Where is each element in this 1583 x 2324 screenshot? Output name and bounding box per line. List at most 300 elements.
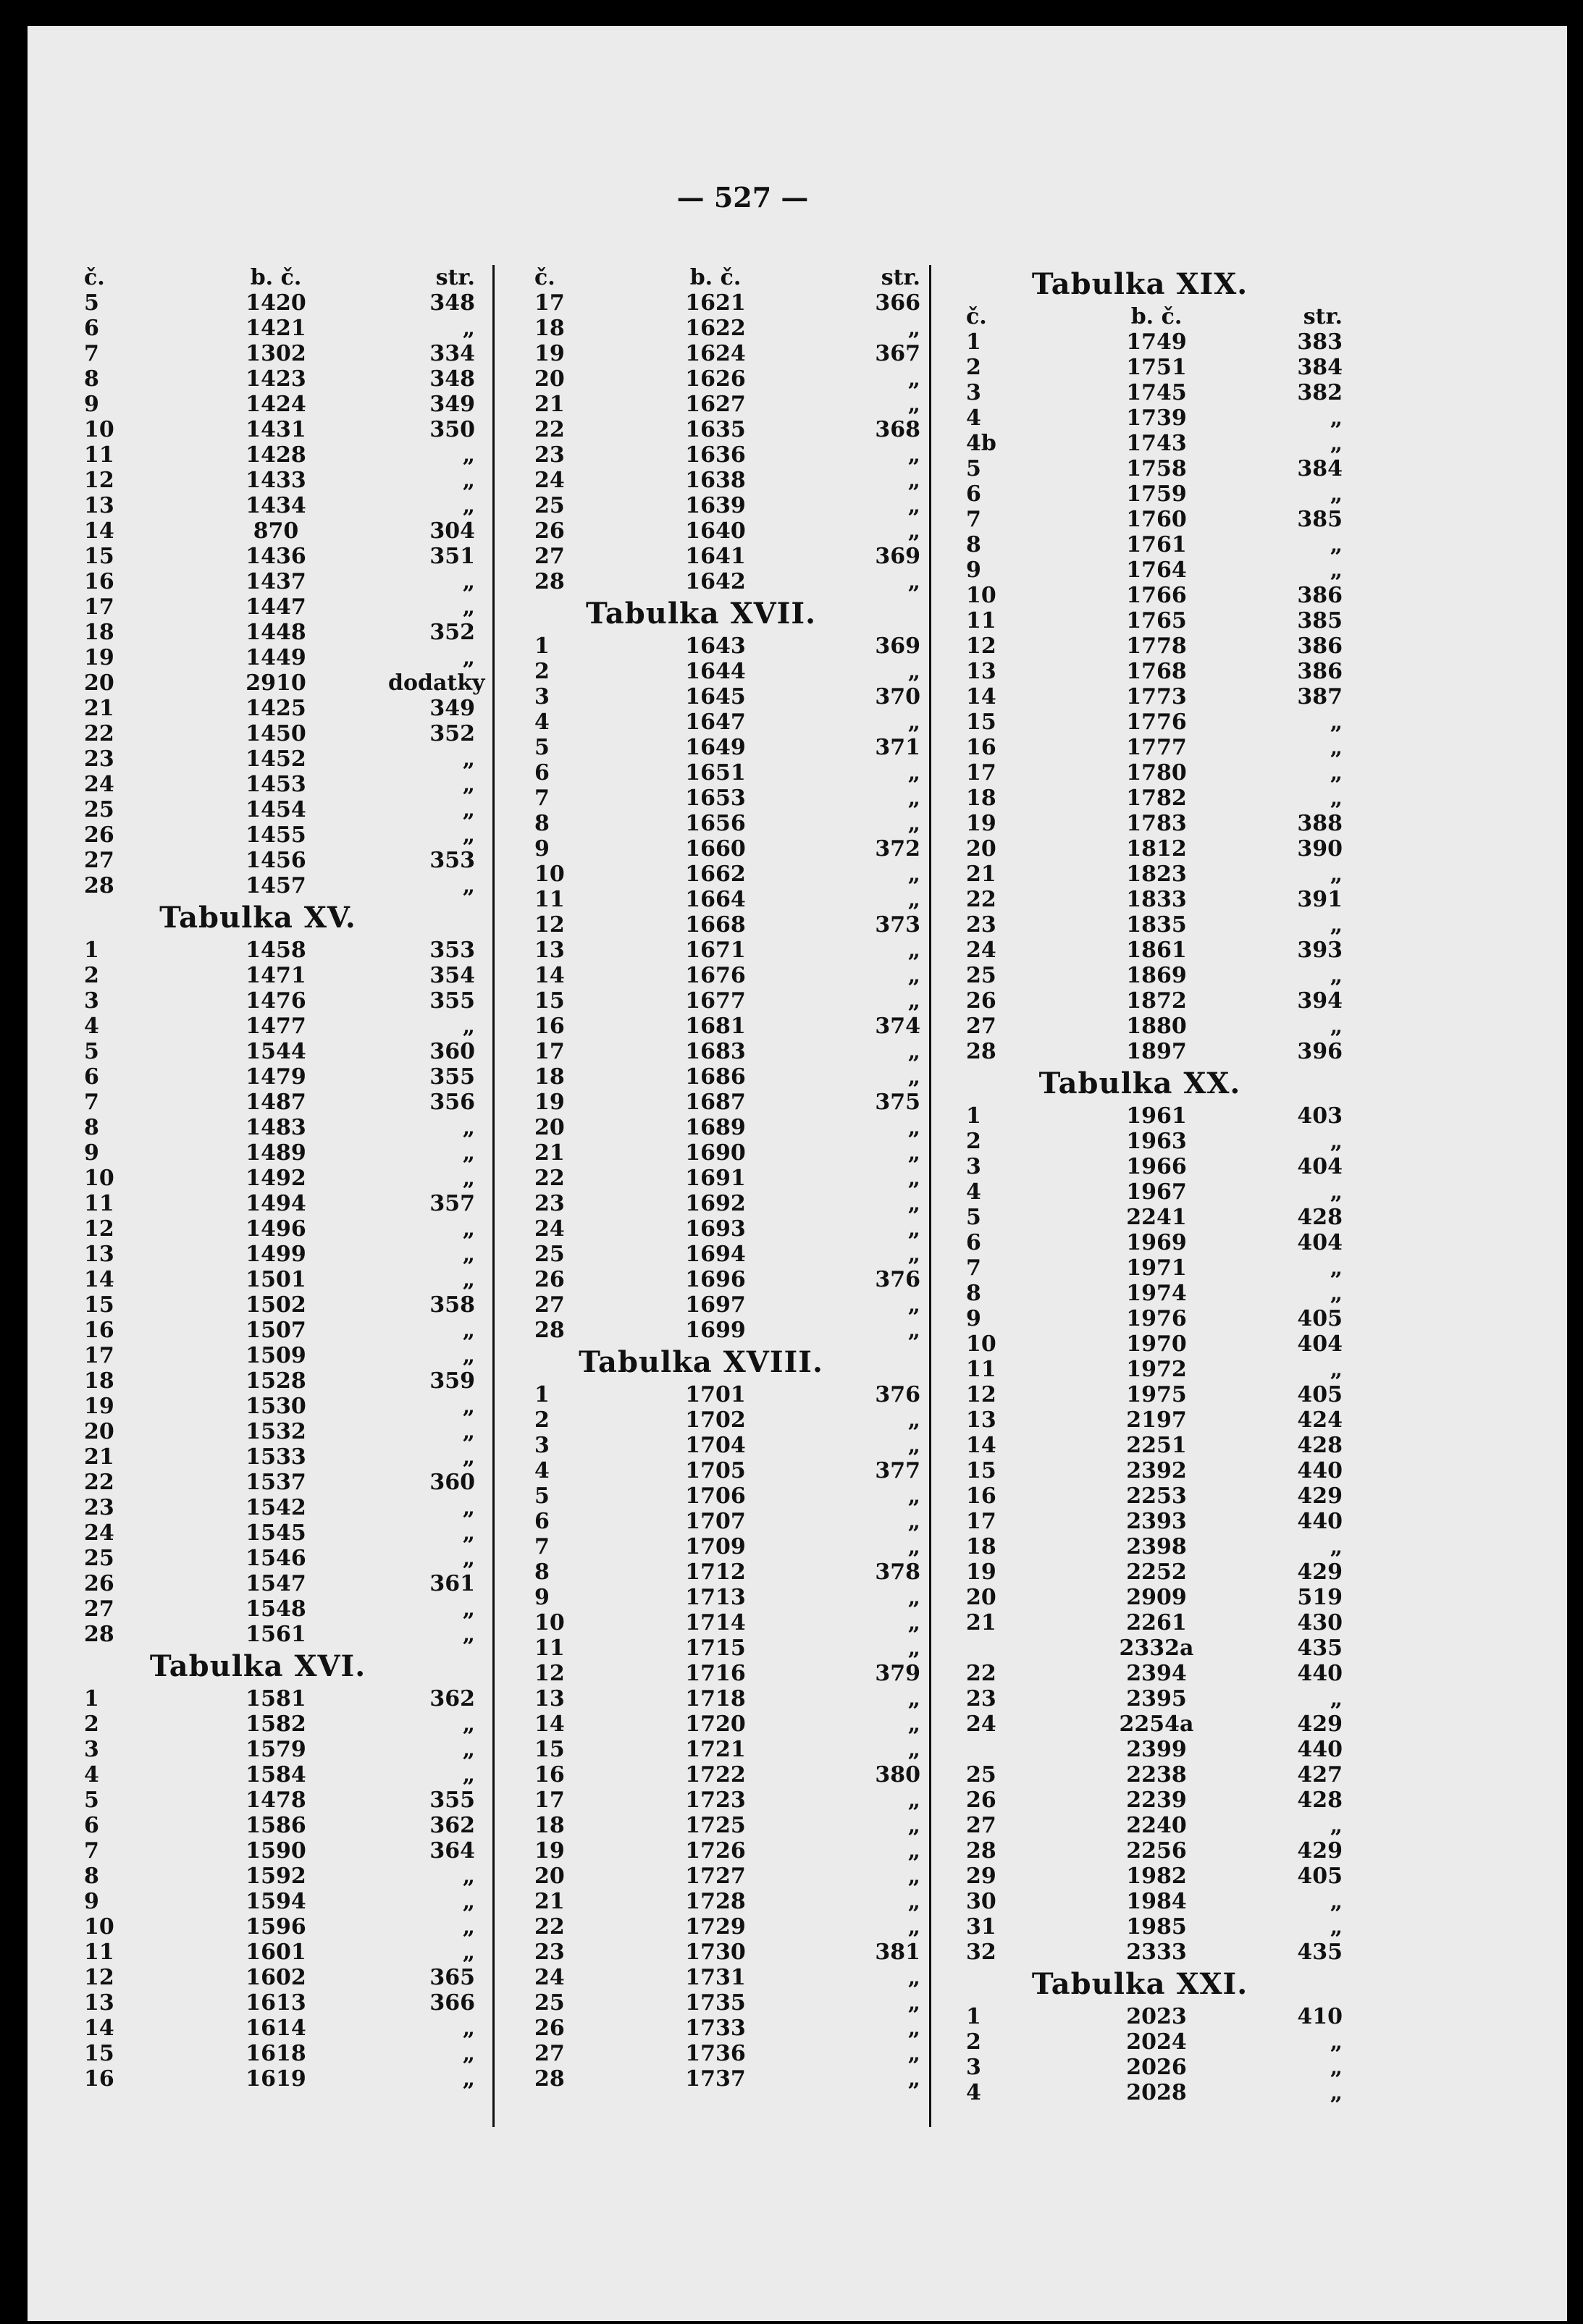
table-row bbox=[84, 1940, 511, 1965]
bc-cell: 1639 bbox=[685, 493, 746, 518]
page-cell: „ bbox=[907, 988, 920, 1014]
bc-cell: 1542 bbox=[245, 1495, 306, 1520]
number-cell: 27 bbox=[966, 1813, 996, 1838]
number-cell: 1 bbox=[84, 1686, 99, 1712]
number-cell: 18 bbox=[534, 1813, 565, 1838]
table-row bbox=[84, 1813, 511, 1838]
table-row bbox=[966, 329, 1386, 355]
page-cell: 352 bbox=[429, 620, 475, 645]
table-row bbox=[84, 1864, 511, 1889]
page-cell: „ bbox=[907, 710, 920, 735]
page-cell: „ bbox=[907, 1292, 920, 1318]
bc-cell: 1421 bbox=[245, 316, 306, 341]
table-row bbox=[534, 811, 954, 836]
page-cell: „ bbox=[462, 1318, 475, 1343]
table-row bbox=[534, 341, 954, 366]
page-cell: „ bbox=[907, 963, 920, 988]
bc-cell: 1737 bbox=[685, 2066, 746, 2092]
number-cell: 2 bbox=[966, 1129, 981, 1154]
page-cell: 366 bbox=[429, 1990, 475, 2016]
page-cell: 386 bbox=[1297, 659, 1343, 684]
number-cell: 23 bbox=[966, 1686, 996, 1712]
bc-cell: 2332a bbox=[1119, 1635, 1194, 1661]
page-cell: „ bbox=[462, 1267, 475, 1292]
number-cell: 3 bbox=[966, 380, 981, 405]
table-row bbox=[534, 392, 954, 417]
table-row bbox=[84, 493, 511, 518]
number-cell: 13 bbox=[966, 1407, 996, 1433]
table-row bbox=[966, 507, 1386, 532]
table-row bbox=[84, 468, 511, 493]
bc-cell: 1823 bbox=[1126, 862, 1187, 887]
bc-cell: 2253 bbox=[1126, 1483, 1187, 1509]
number-cell: 5 bbox=[84, 290, 99, 316]
number-cell: 13 bbox=[84, 493, 114, 518]
bc-cell: 1478 bbox=[245, 1788, 306, 1813]
number-cell: 6 bbox=[84, 1064, 99, 1090]
bc-cell: 1751 bbox=[1126, 355, 1187, 380]
page-cell: „ bbox=[462, 1622, 475, 1647]
number-cell: 10 bbox=[534, 862, 565, 887]
page-cell: 348 bbox=[429, 366, 475, 392]
page-cell: „ bbox=[462, 493, 475, 518]
page-cell: „ bbox=[1330, 760, 1343, 786]
table-row bbox=[84, 772, 511, 797]
page-cell: 356 bbox=[429, 1090, 475, 1115]
bc-cell: 1972 bbox=[1126, 1357, 1187, 1382]
page-cell: „ bbox=[462, 1712, 475, 1737]
bc-cell: 1683 bbox=[685, 1039, 746, 1064]
bc-cell: 1537 bbox=[245, 1470, 306, 1495]
page-cell: „ bbox=[907, 1838, 920, 1864]
table-row bbox=[966, 608, 1386, 633]
bc-cell: 1687 bbox=[685, 1090, 746, 1115]
table-row bbox=[966, 836, 1386, 862]
table-row bbox=[534, 1534, 954, 1559]
number-cell: 10 bbox=[534, 1610, 565, 1635]
number-cell: 2 bbox=[966, 2029, 981, 2055]
table-row bbox=[966, 1635, 1386, 1661]
table-row bbox=[534, 468, 954, 493]
table-row bbox=[84, 1216, 511, 1242]
bc-cell: 1716 bbox=[685, 1661, 746, 1686]
page-cell: 405 bbox=[1297, 1306, 1343, 1331]
table-row bbox=[534, 912, 954, 938]
number-cell: 7 bbox=[84, 341, 99, 366]
table-row bbox=[84, 1546, 511, 1571]
number-cell: 13 bbox=[534, 1686, 565, 1712]
number-cell: 3 bbox=[534, 684, 550, 710]
number-cell: 20 bbox=[84, 1419, 114, 1444]
table-row bbox=[534, 1267, 954, 1292]
table-row bbox=[84, 1889, 511, 1914]
bc-cell: 1544 bbox=[245, 1039, 306, 1064]
page-cell: 429 bbox=[1297, 1559, 1343, 1585]
page-cell: „ bbox=[907, 1433, 920, 1458]
page-cell: „ bbox=[462, 645, 475, 670]
number-cell: 16 bbox=[534, 1014, 565, 1039]
number-cell: 7 bbox=[966, 507, 981, 532]
number-cell: 2 bbox=[84, 963, 99, 988]
bc-cell: 1579 bbox=[245, 1737, 306, 1762]
table-row bbox=[966, 456, 1386, 481]
number-cell: 21 bbox=[534, 1889, 565, 1914]
bc-cell: 2238 bbox=[1126, 1762, 1187, 1788]
table-row bbox=[966, 811, 1386, 836]
page-cell: „ bbox=[1330, 1014, 1343, 1039]
table-row bbox=[84, 1191, 511, 1216]
page-cell: 364 bbox=[429, 1838, 475, 1864]
header-number-cell: č. bbox=[84, 265, 105, 290]
page-cell: „ bbox=[907, 786, 920, 811]
page-cell: 428 bbox=[1297, 1205, 1343, 1230]
page-cell: 391 bbox=[1297, 887, 1343, 912]
page-cell: „ bbox=[907, 938, 920, 963]
table-row bbox=[534, 1661, 954, 1686]
page-cell: „ bbox=[462, 442, 475, 468]
table-row bbox=[966, 1737, 1386, 1762]
page-cell: „ bbox=[907, 1686, 920, 1712]
bc-cell: 1712 bbox=[685, 1559, 746, 1585]
number-cell: 10 bbox=[966, 1331, 996, 1357]
table-row bbox=[534, 1788, 954, 1813]
page-cell: „ bbox=[1330, 1813, 1343, 1838]
bc-cell: 1453 bbox=[245, 772, 306, 797]
bc-cell: 870 bbox=[253, 518, 299, 544]
table-row bbox=[534, 1864, 954, 1889]
page-cell: „ bbox=[907, 1191, 920, 1216]
number-cell: 10 bbox=[84, 417, 114, 442]
page-cell: „ bbox=[462, 746, 475, 772]
number-cell: 2 bbox=[84, 1712, 99, 1737]
table-row bbox=[534, 710, 954, 735]
bc-cell: 1458 bbox=[245, 938, 306, 963]
page-cell: 429 bbox=[1297, 1838, 1343, 1864]
table-row bbox=[966, 1534, 1386, 1559]
page-cell: „ bbox=[907, 518, 920, 544]
number-cell: 11 bbox=[84, 442, 114, 468]
table-row bbox=[84, 1140, 511, 1166]
table-row bbox=[966, 1813, 1386, 1838]
table-row bbox=[84, 1965, 511, 1990]
number-cell: 20 bbox=[84, 670, 114, 696]
page-cell: „ bbox=[462, 1394, 475, 1419]
bc-cell: 2252 bbox=[1126, 1559, 1187, 1585]
table-row bbox=[966, 1331, 1386, 1357]
number-cell: 14 bbox=[966, 1433, 996, 1458]
page-cell: „ bbox=[907, 1509, 920, 1534]
number-cell: 2 bbox=[534, 659, 550, 684]
page-cell: „ bbox=[1330, 1889, 1343, 1914]
table-row bbox=[534, 417, 954, 442]
page-cell: 404 bbox=[1297, 1230, 1343, 1255]
number-cell: 23 bbox=[534, 1191, 565, 1216]
table-row bbox=[966, 380, 1386, 405]
page-cell: 388 bbox=[1297, 811, 1343, 836]
number-cell: 25 bbox=[966, 963, 996, 988]
page-cell: „ bbox=[907, 1737, 920, 1762]
page-cell: dodatky bbox=[388, 670, 485, 696]
table-row bbox=[84, 1596, 511, 1622]
page-cell: 440 bbox=[1297, 1661, 1343, 1686]
number-cell: 2 bbox=[534, 1407, 550, 1433]
table-row bbox=[534, 786, 954, 811]
bc-cell: 1584 bbox=[245, 1762, 306, 1788]
bc-cell: 1760 bbox=[1126, 507, 1187, 532]
page-cell: „ bbox=[907, 1788, 920, 1813]
number-cell: 26 bbox=[534, 518, 565, 544]
header-page-cell: str. bbox=[435, 265, 475, 290]
bc-cell: 1496 bbox=[245, 1216, 306, 1242]
page-cell: „ bbox=[1330, 735, 1343, 760]
number-cell: 3 bbox=[84, 988, 99, 1014]
number-cell: 14 bbox=[84, 518, 114, 544]
table-row bbox=[966, 1357, 1386, 1382]
number-cell: 6 bbox=[84, 1813, 99, 1838]
number-cell: 27 bbox=[84, 848, 114, 873]
page-cell: 393 bbox=[1297, 938, 1343, 963]
table-row bbox=[966, 1788, 1386, 1813]
bc-cell: 1706 bbox=[685, 1483, 746, 1509]
number-cell: 16 bbox=[84, 569, 114, 594]
page-cell: „ bbox=[907, 1585, 920, 1610]
bc-cell: 1985 bbox=[1126, 1914, 1187, 1940]
bc-cell: 1613 bbox=[245, 1990, 306, 2016]
page-cell: 359 bbox=[429, 1368, 475, 1394]
table-row bbox=[84, 873, 511, 898]
page-cell: „ bbox=[462, 1914, 475, 1940]
table-row bbox=[966, 1039, 1386, 1064]
table-row bbox=[84, 1686, 511, 1712]
bc-cell: 1768 bbox=[1126, 659, 1187, 684]
bc-cell: 1961 bbox=[1126, 1103, 1187, 1129]
bc-cell: 1638 bbox=[685, 468, 746, 493]
table-row bbox=[966, 2004, 1386, 2029]
bc-cell: 1736 bbox=[685, 2041, 746, 2066]
table-row bbox=[534, 518, 954, 544]
number-cell: 24 bbox=[534, 1216, 565, 1242]
table-row bbox=[84, 1368, 511, 1394]
number-cell: 11 bbox=[534, 1635, 565, 1661]
number-cell: 28 bbox=[84, 1622, 114, 1647]
table-row bbox=[84, 1712, 511, 1737]
table-row bbox=[534, 316, 954, 341]
bc-cell: 1692 bbox=[685, 1191, 746, 1216]
table-row bbox=[966, 1306, 1386, 1331]
page-cell: „ bbox=[462, 1864, 475, 1889]
page-cell: 304 bbox=[429, 518, 475, 544]
bc-cell: 1546 bbox=[245, 1546, 306, 1571]
table-row bbox=[84, 1737, 511, 1762]
page-cell: „ bbox=[462, 822, 475, 848]
table-row bbox=[84, 938, 511, 963]
table-row bbox=[966, 1914, 1386, 1940]
bc-cell: 1455 bbox=[245, 822, 306, 848]
page-cell: 369 bbox=[875, 633, 920, 659]
bc-cell: 1731 bbox=[685, 1965, 746, 1990]
page-cell: „ bbox=[1330, 1129, 1343, 1154]
bc-cell: 1735 bbox=[685, 1990, 746, 2016]
table-row bbox=[84, 1014, 511, 1039]
bc-cell: 1697 bbox=[685, 1292, 746, 1318]
bc-cell: 1614 bbox=[245, 2016, 306, 2041]
table-row bbox=[966, 912, 1386, 938]
table-row bbox=[966, 1103, 1386, 1129]
bc-cell: 1713 bbox=[685, 1585, 746, 1610]
page-cell: 360 bbox=[429, 1039, 475, 1064]
bc-cell: 1621 bbox=[685, 290, 746, 316]
bc-cell: 1783 bbox=[1126, 811, 1187, 836]
table-row bbox=[966, 532, 1386, 557]
table-row bbox=[966, 1458, 1386, 1483]
bc-cell: 2392 bbox=[1126, 1458, 1187, 1483]
number-cell: 19 bbox=[966, 811, 996, 836]
page-cell: „ bbox=[1330, 786, 1343, 811]
number-cell: 9 bbox=[966, 1306, 981, 1331]
table-row bbox=[84, 569, 511, 594]
page-cell: 366 bbox=[875, 290, 920, 316]
bc-cell: 1758 bbox=[1126, 456, 1187, 481]
number-cell: 21 bbox=[84, 696, 114, 721]
number-cell: 17 bbox=[534, 290, 565, 316]
page-cell: „ bbox=[1330, 862, 1343, 887]
page-cell: „ bbox=[907, 1610, 920, 1635]
number-cell: 22 bbox=[534, 417, 565, 442]
number-cell: 9 bbox=[534, 836, 550, 862]
bc-cell: 1967 bbox=[1126, 1179, 1187, 1205]
page-cell: 368 bbox=[875, 417, 920, 442]
bc-cell: 1966 bbox=[1126, 1154, 1187, 1179]
page-cell: „ bbox=[1330, 1534, 1343, 1559]
bc-cell: 1640 bbox=[685, 518, 746, 544]
page-cell: „ bbox=[462, 873, 475, 898]
table-row bbox=[966, 684, 1386, 710]
page-cell: 377 bbox=[875, 1458, 920, 1483]
bc-cell: 1581 bbox=[245, 1686, 306, 1712]
page-cell: „ bbox=[907, 1534, 920, 1559]
number-cell: 15 bbox=[84, 1292, 114, 1318]
number-cell: 5 bbox=[534, 1483, 550, 1509]
table-title: Tabulka XVI. bbox=[149, 1649, 366, 1683]
table-row bbox=[84, 1762, 511, 1788]
table-row bbox=[966, 1585, 1386, 1610]
page-cell: „ bbox=[907, 1166, 920, 1191]
bc-cell: 1749 bbox=[1126, 329, 1187, 355]
bc-cell: 1969 bbox=[1126, 1230, 1187, 1255]
number-cell: 28 bbox=[534, 2066, 565, 2092]
page-cell: „ bbox=[907, 1216, 920, 1242]
table-row bbox=[966, 481, 1386, 507]
bc-cell: 1693 bbox=[685, 1216, 746, 1242]
page-cell: „ bbox=[1330, 405, 1343, 431]
bc-cell: 2251 bbox=[1126, 1433, 1187, 1458]
table-row bbox=[966, 355, 1386, 380]
number-cell: 25 bbox=[84, 1546, 114, 1571]
table-row bbox=[534, 1014, 954, 1039]
table-row bbox=[966, 862, 1386, 887]
table-row bbox=[966, 1230, 1386, 1255]
page-cell: 427 bbox=[1297, 1762, 1343, 1788]
table-row bbox=[84, 442, 511, 468]
bc-cell: 1971 bbox=[1126, 1255, 1187, 1281]
page-cell: „ bbox=[1330, 912, 1343, 938]
page-cell: „ bbox=[462, 1216, 475, 1242]
table-row bbox=[84, 2041, 511, 2066]
page-cell: „ bbox=[462, 1546, 475, 1571]
bc-cell: 1660 bbox=[685, 836, 746, 862]
table-row bbox=[966, 710, 1386, 735]
scanned-page bbox=[28, 26, 1567, 2321]
table-row bbox=[534, 1712, 954, 1737]
bc-cell: 1725 bbox=[685, 1813, 746, 1838]
header-page-cell: str. bbox=[1303, 304, 1343, 329]
bc-cell: 1777 bbox=[1126, 735, 1187, 760]
page-number: — 527 — bbox=[676, 181, 809, 214]
page-cell: „ bbox=[907, 1115, 920, 1140]
bc-cell: 1420 bbox=[245, 290, 306, 316]
page-cell: „ bbox=[907, 493, 920, 518]
number-cell: 21 bbox=[966, 862, 996, 887]
bc-cell: 1619 bbox=[245, 2066, 306, 2092]
page-cell: „ bbox=[1330, 710, 1343, 735]
bc-cell: 1596 bbox=[245, 1914, 306, 1940]
number-cell: 29 bbox=[966, 1864, 996, 1889]
number-cell: 4 bbox=[84, 1762, 99, 1788]
header-number-cell: č. bbox=[966, 304, 987, 329]
table-row bbox=[966, 963, 1386, 988]
number-cell: 22 bbox=[84, 721, 114, 746]
table-row bbox=[84, 392, 511, 417]
page-cell: 361 bbox=[429, 1571, 475, 1596]
page-cell: „ bbox=[462, 1762, 475, 1788]
table-row bbox=[966, 659, 1386, 684]
number-cell: 20 bbox=[966, 836, 996, 862]
bc-cell: 1456 bbox=[245, 848, 306, 873]
page-cell: „ bbox=[907, 468, 920, 493]
number-cell: 18 bbox=[966, 786, 996, 811]
bc-cell: 1489 bbox=[245, 1140, 306, 1166]
table-row bbox=[966, 1889, 1386, 1914]
table-row bbox=[966, 1762, 1386, 1788]
page-cell: „ bbox=[907, 1140, 920, 1166]
table-row bbox=[84, 1090, 511, 1115]
table-row bbox=[534, 1737, 954, 1762]
bc-cell: 1729 bbox=[685, 1914, 746, 1940]
table-row bbox=[966, 1129, 1386, 1154]
bc-cell: 2028 bbox=[1126, 2080, 1187, 2105]
table-row bbox=[966, 557, 1386, 583]
table-row bbox=[84, 1470, 511, 1495]
bc-cell: 2393 bbox=[1126, 1509, 1187, 1534]
page-cell: „ bbox=[462, 316, 475, 341]
table-row bbox=[84, 1914, 511, 1940]
number-cell: 4 bbox=[966, 2080, 981, 2105]
page-cell: 429 bbox=[1297, 1483, 1343, 1509]
number-cell: 18 bbox=[84, 1368, 114, 1394]
page-cell: 353 bbox=[429, 938, 475, 963]
table-title: Tabulka XIX. bbox=[1031, 267, 1248, 301]
bc-cell: 1499 bbox=[245, 1242, 306, 1267]
table-row bbox=[966, 1154, 1386, 1179]
page-cell: „ bbox=[907, 862, 920, 887]
bc-cell: 2197 bbox=[1126, 1407, 1187, 1433]
page-cell: 384 bbox=[1297, 456, 1343, 481]
bc-cell: 1494 bbox=[245, 1191, 306, 1216]
number-cell: 16 bbox=[84, 1318, 114, 1343]
page-cell: „ bbox=[907, 1318, 920, 1343]
page-cell: 410 bbox=[1297, 2004, 1343, 2029]
number-cell: 24 bbox=[966, 1712, 996, 1737]
